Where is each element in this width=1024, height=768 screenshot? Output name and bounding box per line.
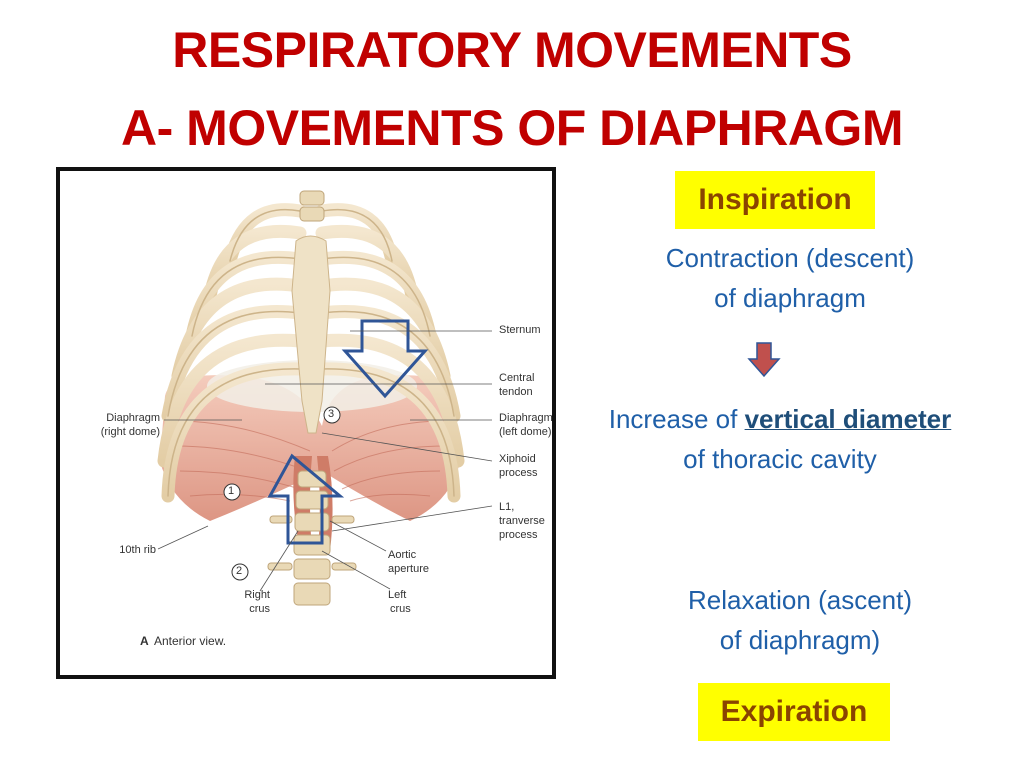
label-xiphoid-2: process [499,467,538,479]
marker-3-text: 3 [328,408,335,420]
expiration-line-2: of diaphragm) [719,625,881,655]
inspiration-line-2: of diaphragm [714,283,866,313]
marker-2-text: 2 [236,565,243,577]
label-central-tendon-2: tendon [499,386,533,398]
caption-text: Anterior view. [154,634,227,648]
label-right-crus-2: crus [249,603,270,615]
label-central-tendon-1: Central [499,372,535,384]
vertical-diameter-highlight: vertical diameter [744,404,952,434]
marker-1-text: 1 [228,485,235,497]
inspiration-tag: Inspiration [675,171,875,229]
label-diaphragm-left-2: (left dome) [499,426,552,438]
expiration-line-1: Relaxation (ascent) [688,585,912,615]
label-xiphoid-1: Xiphoid [499,453,536,465]
label-tenth-rib: 10th rib [119,544,156,556]
label-diaphragm-right-2: (right dome) [100,426,160,438]
label-left-crus-1: Left [388,589,407,601]
down-arrow-icon [747,342,781,378]
diaphragm-figure [56,167,556,679]
label-l1-1: L1, [499,501,515,513]
inspiration-line-1: Contraction (descent) [665,243,915,273]
expiration-description [640,580,960,660]
expiration-tag: Expiration [698,683,890,741]
label-diaphragm-right-1: Diaphragm [106,412,160,424]
label-sternum: Sternum [499,324,541,336]
result-prefix: Increase of [608,404,745,434]
slide-title-line-1: RESPIRATORY MOVEMENTS [172,22,852,78]
label-right-crus-1: Right [244,589,270,601]
label-aortic-1: Aortic [388,549,417,561]
label-aortic-2: aperture [388,563,429,575]
caption-letter: A [140,634,149,648]
inspiration-description [620,238,960,318]
slide-title-line-2: A- MOVEMENTS OF DIAPHRAGM [121,100,903,156]
result-line-1 [575,399,985,439]
label-left-crus-2: crus [390,603,411,615]
label-diaphragm-left-1: Diaphragm [499,412,553,424]
result-description [575,399,985,479]
result-line-2: of thoracic cavity [683,444,877,474]
label-l1-3: process [499,529,538,541]
label-l1-2: tranverse [499,515,545,527]
